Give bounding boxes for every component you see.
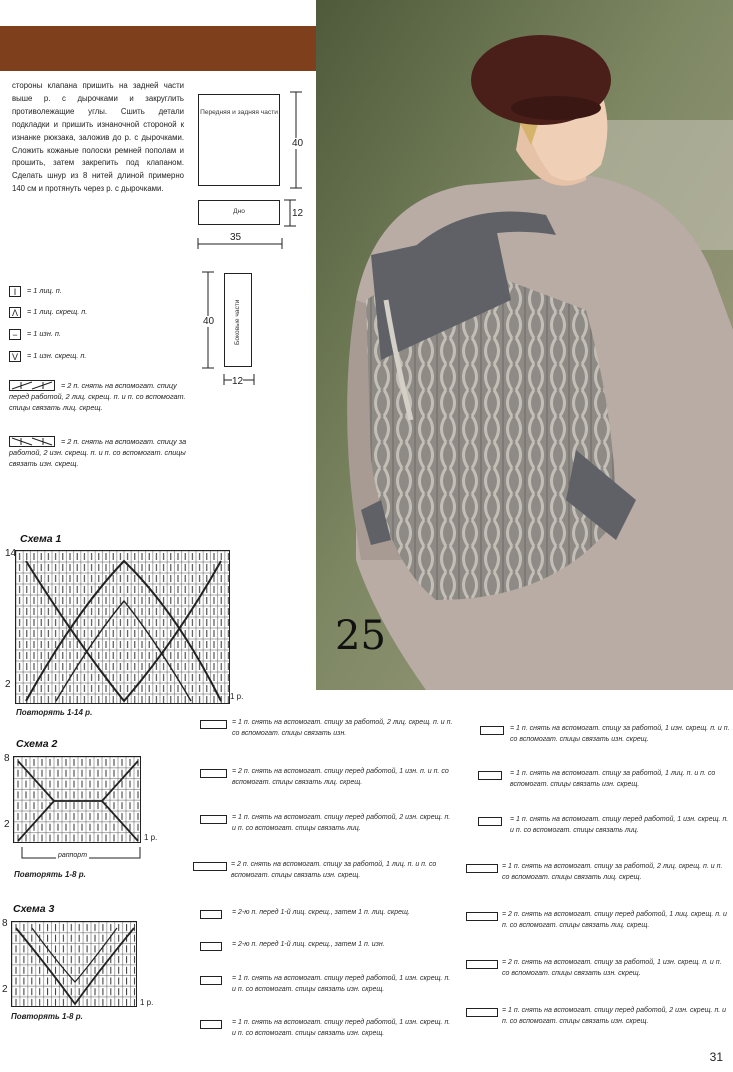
legend-text: = 2 п. снять на вспомогат. спицу за работой, 2 изн. скрещ. п. и п. со вспомогат. спицы связать изн. скрещ. xyxy=(9,437,187,468)
cable-symbol xyxy=(478,817,502,826)
front-back-schematic xyxy=(198,94,280,186)
abbrev-text: = 2 п. снять на вспомогат. спицу перед работой, 1 лиц. скрещ. п. и п. со вспомогат. спицы связать лиц. скрещ. xyxy=(502,911,727,929)
abbrev-text: = 2 п. снять на вспомогат. спицу за работой, 1 изн. скрещ. п. и п. со вспомогат. спицы связать изн. скрещ. xyxy=(502,959,722,977)
abbrev-text: = 1 п. снять на вспомогат. спицу перед работой, 1 изн. скрещ. п. и п. со вспомогат. спицы связать изн. скрещ. xyxy=(232,1019,451,1037)
abbrev-item xyxy=(200,974,455,995)
abbrev-text: = 1 п. снять на вспомогат. спицу за работой, 1 изн. скрещ. п. и п. со вспомогат. спицы связать изн. скрещ. xyxy=(510,725,730,743)
schema-2-repeat: Повторять 1-8 р. xyxy=(14,870,86,879)
abbrev-text: = 1 п. снять на вспомогат. спицу за работой, 1 лиц. п. и п. со вспомогат. спицы связать изн. скрещ. xyxy=(510,770,716,788)
cable-symbol xyxy=(9,436,55,447)
legend-item xyxy=(9,328,61,340)
schema-1-first-row: 1 р. xyxy=(230,692,244,701)
bottom-label: Дно xyxy=(233,208,245,215)
abbrev-item xyxy=(478,769,730,790)
abbrev-text: = 2 п. снять на вспомогат. спицу за работой, 1 лиц. п. и п. со вспомогат. спицы связать изн. скрещ. xyxy=(231,861,437,879)
side-label: Боковые части xyxy=(234,299,241,345)
schema-3-pattern xyxy=(12,922,137,1007)
bottom-schematic xyxy=(198,200,280,225)
abbrev-text: = 2 п. снять на вспомогат. спицу перед работой, 1 изн. п. и п. со вспомогат. спицы связать лиц. скрещ. xyxy=(232,768,449,786)
legend-cable-item xyxy=(9,380,187,413)
cable-symbol xyxy=(466,1008,498,1017)
abbrev-item xyxy=(200,813,455,834)
rapport-label: раппорт xyxy=(58,852,88,859)
abbrev-text: = 1 п. снять на вспомогат. спицу за работой, 2 лиц. скрещ. п. и п. со вспомогат. спицы связать изн. xyxy=(232,719,453,737)
bottom-height-value: 12 xyxy=(292,208,304,219)
cross-symbol xyxy=(200,910,222,919)
abbrev-text: = 1 п. снять на вспомогат. спицу перед работой, 2 изн. скрещ. п. и п. со вспомогат. спицы связать лиц. xyxy=(232,814,451,832)
abbrev-text: = 1 п. снять на вспомогат. спицу перед работой, 1 изн. скрещ. п. и п. со вспомогат. спицы связать изн. скрещ. xyxy=(232,975,451,993)
abbrev-item xyxy=(200,767,455,788)
abbrev-item xyxy=(478,815,730,836)
schema-3-bottom-row: 2 xyxy=(2,984,8,995)
abbrev-text: = 1 п. снять на вспомогат. спицу за работой, 2 лиц. скрещ. п. и п. со вспомогат. спицы связать лиц. скрещ. xyxy=(502,863,723,881)
header-band xyxy=(0,26,316,71)
schema-2-grid xyxy=(13,756,141,843)
legend-text: = 1 лиц. скрещ. п. xyxy=(27,307,88,316)
photo-number: 25 xyxy=(335,613,386,659)
abbrev-text: = 1 п. снять на вспомогат. спицу перед работой, 2 изн. скрещ. п. и п. со вспомогат. спицы связать изн. скрещ. xyxy=(502,1007,727,1025)
front-height-value: 40 xyxy=(292,138,304,149)
photo-illustration xyxy=(316,0,733,690)
abbrev-item xyxy=(466,1006,730,1027)
front-back-label: Передняя и задняя части xyxy=(200,109,278,116)
schema-2-first-row: 1 р. xyxy=(144,833,158,842)
cable-symbol xyxy=(466,912,498,921)
backpack-photo xyxy=(316,0,733,690)
schema-3-title: Схема 3 xyxy=(13,903,55,915)
schema-2-top-row: 8 xyxy=(4,753,10,764)
bottom-width-value: 35 xyxy=(230,232,242,243)
abbrev-item xyxy=(466,958,730,979)
legend-text: = 1 изн. скрещ. п. xyxy=(27,351,87,360)
abbrev-text: = 2-ю п. перед 1-й лиц. скрещ., затем 1 п. изн. xyxy=(232,941,385,948)
legend-item xyxy=(9,306,87,318)
legend-item xyxy=(9,285,62,297)
cable-symbol xyxy=(466,960,498,969)
cable-symbol xyxy=(200,769,227,778)
cable-symbol xyxy=(193,862,227,871)
knit-stitch-symbol: I xyxy=(9,286,21,297)
side-height-value: 40 xyxy=(203,316,215,327)
schema-2-bottom-row: 2 xyxy=(4,819,10,830)
schema-3-grid xyxy=(11,921,137,1007)
cross-symbol xyxy=(200,942,222,951)
abbrev-item xyxy=(200,940,455,951)
twisted-knit-symbol: Λ xyxy=(9,307,21,318)
schema-3-first-row: 1 р. xyxy=(140,998,154,1007)
abbrev-item xyxy=(480,724,730,745)
cable-symbol xyxy=(480,726,504,735)
cable-symbol xyxy=(9,380,55,391)
cable-symbol xyxy=(200,815,227,824)
schema-3-repeat: Повторять 1-8 р. xyxy=(11,1012,83,1021)
legend-text: = 2 п. снять на вспомогат. спицу перед работой, 2 лиц. скрещ. п. и п. со вспомогат. спицы связать лиц. скрещ. xyxy=(9,381,186,412)
schema-1-title: Схема 1 xyxy=(20,533,62,545)
cross-symbol xyxy=(200,976,222,985)
schema-1-repeat: Повторять 1-14 р. xyxy=(16,708,93,717)
cross-symbol xyxy=(200,1020,222,1029)
abbrev-item xyxy=(200,908,455,919)
purl-stitch-symbol: − xyxy=(9,329,21,340)
schema-3-top-row: 8 xyxy=(2,918,8,929)
abbrev-item xyxy=(200,1018,455,1039)
side-width-value: 12 xyxy=(232,376,244,387)
abbrev-item xyxy=(193,860,455,881)
abbrev-text: = 1 п. снять на вспомогат. спицу перед работой, 1 изн. скрещ. п. и п. со вспомогат. спицы связать лиц. xyxy=(510,816,729,834)
abbrev-item xyxy=(200,718,455,739)
schema-1-pattern xyxy=(16,551,230,704)
legend-item xyxy=(9,350,86,362)
abbrev-text: = 2-ю п. перед 1-й лиц. скрещ., затем 1 п. лиц. скрещ. xyxy=(232,909,410,916)
legend-cable-item xyxy=(9,436,187,469)
instructions-text: стороны клапана пришить на задней части выше р. с дырочками и закруглить противолежащие углы. Сшить детали подкладки и пришить изнаночной стороной к изнанке рюкзака, заложив до р. с дырочками. Сложить кожаные полоски ремней пополам и прошить, затем закрепить под клапаном. Сделать шнур из 8 нитей длиной примерно 140 см и протянуть через р. с дырочками. xyxy=(12,81,184,194)
schema-1-bottom-row: 2 xyxy=(5,679,11,690)
cable-symbol xyxy=(200,720,227,729)
abbrev-item xyxy=(466,910,730,931)
abbrev-item xyxy=(466,862,730,883)
legend-text: = 1 изн. п. xyxy=(27,329,61,338)
cable-symbol xyxy=(478,771,502,780)
cable-symbol xyxy=(466,864,498,873)
side-schematic xyxy=(224,273,252,367)
schema-1-top-row: 14 xyxy=(5,548,17,559)
twisted-purl-symbol: V xyxy=(9,351,21,362)
page-number: 31 xyxy=(709,1050,723,1064)
schema-1-grid xyxy=(15,550,230,704)
legend-text: = 1 лиц. п. xyxy=(27,286,62,295)
schema-2-pattern xyxy=(14,757,141,843)
schema-2-title: Схема 2 xyxy=(16,738,58,750)
